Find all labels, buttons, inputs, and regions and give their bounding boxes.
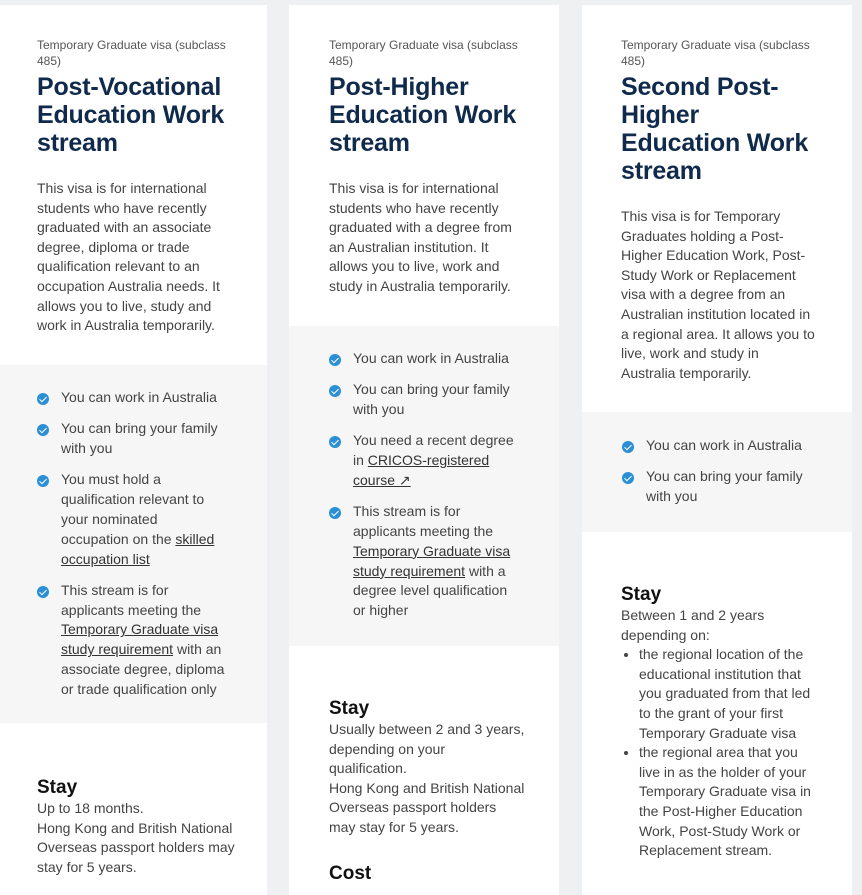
check-circle-icon: [37, 393, 49, 405]
stay-line: Usually between 2 and 3 years, depending on your qualification.: [329, 721, 525, 777]
benefit-item: You can bring your family with you: [329, 380, 523, 420]
check-circle-icon: [329, 385, 341, 397]
benefit-item: You need a recent degree in CRICOS-registered course ↗: [329, 431, 523, 490]
card-header: [0, 5, 267, 336]
benefits-panel: [289, 326, 559, 646]
stay-heading: Stay: [329, 698, 370, 719]
stay-line: Up to 18 months.: [37, 800, 144, 816]
benefit-item: You can work in Australia: [622, 436, 816, 456]
benefit-item: You can work in Australia: [329, 349, 523, 369]
stay-section: [329, 698, 525, 838]
card-header: [289, 5, 559, 297]
stream-description: This visa is for Temporary Graduates holding a Post-Higher Education Work, Post-Study Work or Replacement visa with a degree from an Australian institution located in a regional area. It allows you to live, work and study in Australia temporarily.: [621, 208, 815, 381]
benefit-item: You must hold a qualification relevant to your nominated occupation on the skilled occupation list: [37, 470, 227, 569]
cricos-course-link[interactable]: CRICOS-registered course ↗: [353, 452, 490, 488]
check-circle-icon: [329, 436, 341, 448]
check-circle-icon: [622, 472, 634, 484]
stream-description: This visa is for international students who have recently graduated with an associate degree, diploma or trade qualification relevant to an occupation Australia needs. It allows you to live, study and work in Australia temporarily.: [37, 180, 220, 334]
stay-section: [37, 777, 237, 877]
benefits-panel: [582, 412, 852, 532]
stay-heading: Stay: [621, 584, 662, 605]
cost-heading: Cost: [329, 863, 372, 884]
stay-bullet: • the regional location of the educational institution that you graduated from that led to the grant of your first Temporary Graduate visa: [639, 645, 821, 743]
visa-card-post-vocational: [0, 5, 267, 895]
benefit-item: This stream is for applicants meeting the Temporary Graduate visa study requirement with an associate degree, diploma or trade qualification only: [37, 581, 227, 700]
visa-card-post-higher-education: [289, 5, 559, 895]
stay-line: Hong Kong and British National Overseas passport holders may stay for 5 years.: [329, 779, 525, 835]
benefit-item: You can work in Australia: [37, 388, 227, 408]
stay-intro: Between 1 and 2 years depending on:: [621, 607, 765, 643]
check-circle-icon: [622, 441, 634, 453]
check-circle-icon: [329, 507, 341, 519]
stay-bullet: • the regional area that you live in as the holder of your Temporary Graduate visa in the Post-Higher Education Work, Post-Study Work or Replacement stream.: [639, 743, 821, 861]
stay-heading: Stay: [37, 777, 78, 798]
benefit-item: You can bring your family with you: [622, 467, 816, 507]
study-requirement-link[interactable]: Temporary Graduate visa study requirement: [353, 542, 511, 579]
stream-title[interactable]: Post-Vocational Education Work stream: [37, 73, 225, 157]
benefits-panel: [0, 365, 267, 723]
card-header: [582, 5, 852, 383]
stream-description: This visa is for international students who have recently graduated with a degree from an Australian institution. It allows you to live, work and study in Australia temporarily.: [329, 180, 512, 294]
visa-subclass: Temporary Graduate visa (subclass 485): [329, 38, 518, 68]
visa-card-second-post-higher-education: [582, 5, 852, 895]
stay-bullets: [621, 645, 821, 861]
benefit-item: This stream is for applicants meeting the Temporary Graduate visa study requirement with a degree level qualification or higher: [329, 502, 523, 621]
visa-subclass: Temporary Graduate visa (subclass 485): [621, 38, 810, 68]
visa-subclass: Temporary Graduate visa (subclass 485): [37, 38, 226, 68]
skilled-occupation-list-link[interactable]: skilled occupation list: [61, 530, 215, 567]
benefit-item: You can bring your family with you: [37, 419, 227, 459]
check-circle-icon: [37, 586, 49, 598]
check-circle-icon: [329, 354, 341, 366]
stream-title[interactable]: Post-Higher Education Work stream: [329, 73, 517, 157]
check-circle-icon: [37, 475, 49, 487]
study-requirement-link[interactable]: Temporary Graduate visa study requirement: [61, 621, 219, 658]
check-circle-icon: [37, 424, 49, 436]
stay-line: Hong Kong and British National Overseas passport holders may stay for 5 years.: [37, 819, 235, 875]
stay-section: [621, 584, 821, 861]
stream-title[interactable]: Second Post-Higher Education Work stream: [621, 73, 809, 185]
